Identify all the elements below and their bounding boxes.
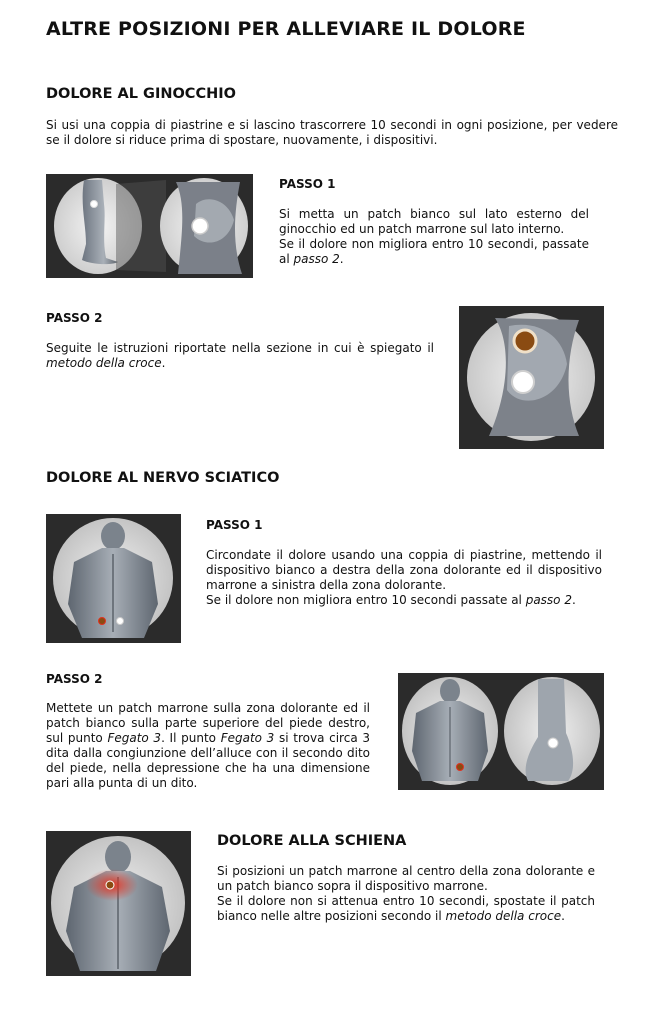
sciatic-step2-image: [398, 673, 604, 790]
section-heading-sciatic: DOLORE AL NERVO SCIATICO: [46, 470, 280, 486]
knee-step1-text: Si metta un patch bianco sul lato esterno del ginocchio ed un patch marrone sul lato interno. Se il dolore non migliora entro 10 secondi, passate al passo 2.: [279, 207, 589, 266]
section-heading-back: DOLORE ALLA SCHIENA: [217, 833, 407, 849]
back-pain-image: [46, 831, 191, 976]
sciatic-step1-text: Circondate il dolore usando una coppia di piastrine, mettendo il dispositivo bianco a destra della zona dolorante ed il dispositivo marrone a sinistra della zona dolorante. Se il dolore non migliora entro 10 secondi passate al passo 2.: [206, 548, 602, 607]
section-heading-knee: DOLORE AL GINOCCHIO: [46, 86, 236, 102]
knee-step2-text: Seguite le istruzioni riportate nella sezione in cui è spiegato il metodo della croce.: [46, 341, 434, 370]
knee-step2-image: [459, 306, 604, 449]
knee-step1-label: PASSO 1: [279, 177, 336, 191]
knee-intro: Si usi una coppia di piastrine e si lascino trascorrere 10 secondi in ogni posizione, per vedere se il dolore si riduce prima di spostare, nuovamente, i dispositivi.: [46, 118, 618, 147]
page-title: ALTRE POSIZIONI PER ALLEVIARE IL DOLORE: [46, 18, 526, 40]
knee-step1-image: [46, 174, 253, 278]
knee-step2-label: PASSO 2: [46, 311, 103, 325]
sciatic-step1-label: PASSO 1: [206, 518, 263, 532]
sciatic-step2-label: PASSO 2: [46, 672, 103, 686]
sciatic-step2-text: Mettete un patch marrone sulla zona dolorante ed il patch bianco sulla parte superiore del piede destro, sul punto Fegato 3. Il punto Fegato 3 si trova circa 3 dita dalla congiunzione dell’alluce con il secondo dito del piede, nella depressione che ha una dimensione pari alla punta di un dito.: [46, 701, 370, 790]
back-text: Si posizioni un patch marrone al centro della zona dolorante e un patch bianco sopra il dispositivo marrone. Se il dolore non si attenua entro 10 secondi, spostate il patch bianco nelle altre posizioni secondo il metodo della croce.: [217, 864, 595, 923]
sciatic-step1-image: [46, 514, 181, 643]
